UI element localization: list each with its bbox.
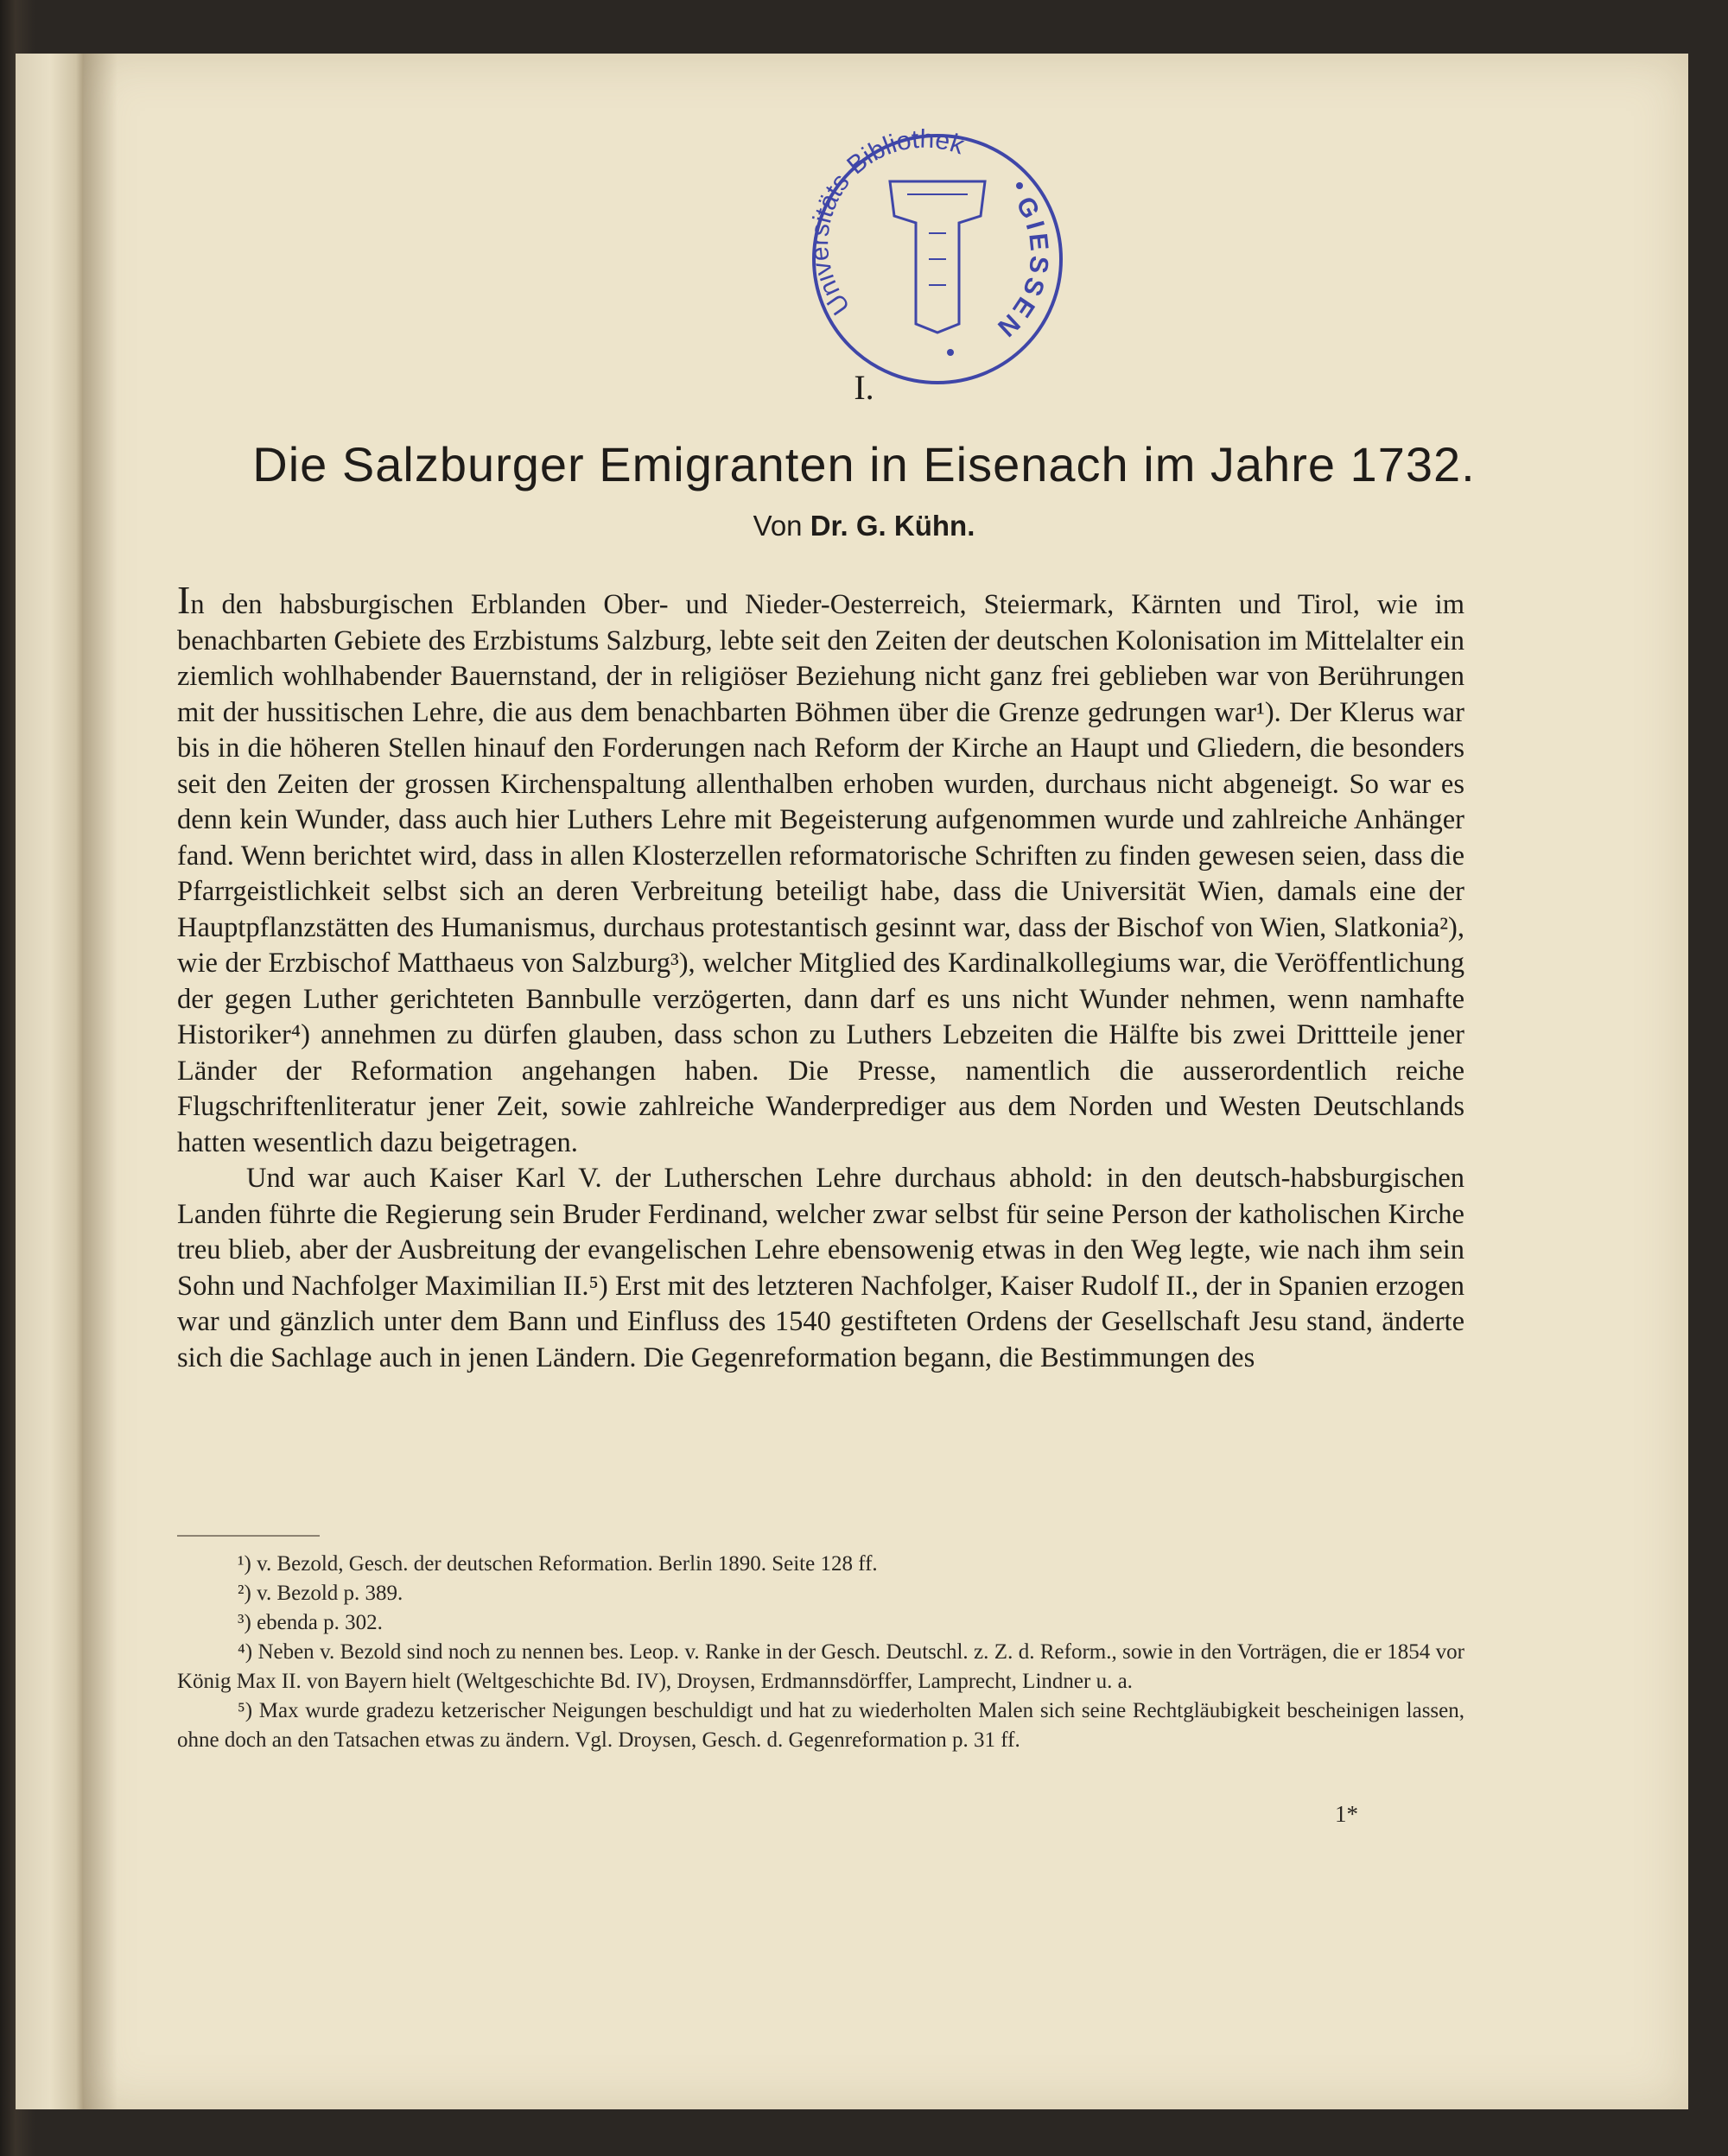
stamp-arc-text: Universitäts-Bibliothek	[805, 124, 968, 320]
chapter-number: I.	[854, 368, 874, 407]
stamp-emblem-icon	[890, 181, 985, 333]
paragraph: Und war auch Kaiser Karl V. der Lutherschen Lehre durchaus abhold: in den deutsch-habsburgischen Landen führte die Regierung sein Bruder Ferdinand, welcher zwar selbst für seine Person der katholischen Kirche treu blieb, aber der Ausbreitung der evangelischen Lehre ebensowenig etwas in den Weg legte, wie nach ihm sein Sohn und Nachfolger Maximilian II.⁵) Erst mit des letzteren Nachfolger, Kaiser Rudolf II., der in Spanien erzogen war und gänzlich unter dem Bann und Einfluss des 1540 gestifteten Ordens der Gesellschaft Jesu stand, änderte sich die Sachlage auch in jenen Ländern. Die Gegenreformation begann, die Bestimmungen des	[177, 1163, 1464, 1373]
body-text	[177, 578, 1464, 1376]
footnote: ³) ebenda p. 302.	[238, 1611, 383, 1634]
stamp-dot	[1016, 182, 1023, 189]
footnote: ⁴) Neben v. Bezold sind noch zu nennen bes. Leop. v. Ranke in der Gesch. Deutschl. z. Z. d. Reform., sowie in den Vorträgen, die er 1854 vor König Max II. von Bayern hielt (Weltgeschichte Bd. IV), Droysen, Erdmannsdörffer, Lamprecht, Lindner u. a.	[177, 1640, 1464, 1693]
footnote: ²) v. Bezold p. 389.	[238, 1582, 403, 1605]
footnote-divider	[177, 1535, 320, 1537]
footnotes	[177, 1550, 1464, 1755]
stamp-dot	[947, 349, 954, 356]
footnote: ⁵) Max wurde gradezu ketzerischer Neigungen beschuldigt und hat zu wiederholten Malen sich seine Rechtgläubigkeit bescheinigen lassen, ohne doch an den Tatsachen etwas zu ändern. Vgl. Droysen, Gesch. d. Gegenreformation p. 31 ff.	[177, 1699, 1464, 1752]
byline-prefix: Von	[753, 510, 803, 542]
facing-page-edge	[16, 54, 85, 2109]
byline	[0, 510, 1728, 542]
library-stamp	[799, 121, 1076, 397]
gutter-shadow	[83, 54, 118, 2109]
stamp-city-text: GIESSEN	[989, 192, 1054, 345]
footnote: ¹) v. Bezold, Gesch. der deutschen Reformation. Berlin 1890. Seite 128 ff.	[238, 1552, 878, 1576]
paragraph: In den habsburgischen Erblanden Ober- und Nieder-Oesterreich, Steiermark, Kärnten und Tirol, wie im benachbarten Gebiete des Erzbistums Salzburg, lebte seit den Zeiten der deutschen Kolonisation im Mittelalter ein ziemlich wohlhabender Bauernstand, der in religiöser Beziehung nicht ganz frei geblieben war von Berührungen mit der hussitischen Lehre, die aus dem benachbarten Böhmen über die Grenze gedrungen war¹). Der Klerus war bis in die höheren Stellen hinauf den Forderungen nach Reform der Kirche an Haupt und Gliedern, die besonders seit den Zeiten der grossen Kirchenspaltung allenthalben erhoben wurden, durchaus nicht abgeneigt. So war es denn kein Wunder, dass auch hier Luthers Lehre mit Begeisterung aufgenommen wurde und zahlreiche Anhänger fand. Wenn berichtet wird, dass in allen Klosterzellen reformatorische Schriften zu finden gewesen seien, dass die Pfarrgeistlichkeit selbst sich an deren Verbreitung beteiligt habe, dass die Universität Wien, damals eine der Hauptpflanzstätten des Humanismus, durchaus protestantisch gesinnt war, dass der Bischof von Wien, Slatkonia²), wie der Erzbischof Matthaeus von Salzburg³), welcher Mitglied des Kardinalkollegiums war, die Veröffentlichung der gegen Luther gerichteten Bannbulle verzögerten, dann darf es uns nicht Wunder nehmen, wenn namhafte Historiker⁴) annehmen zu dürfen glauben, dass schon zu Luthers Lebzeiten die Hälfte bis zwei Drittteile jener Länder der Reformation angehangen haben. Die Presse, namentlich die ausserordentlich reiche Flugschriftenliteratur jener Zeit, sowie zahlreiche Wanderprediger aus dem Norden und Westen Deutschlands hatten wesentlich dazu beigetragen.	[177, 578, 1464, 1158]
page-number: 1*	[1335, 1801, 1358, 1827]
byline-author: Dr. G. Kühn.	[810, 510, 975, 542]
article-title: Die Salzburger Emigranten in Eisenach im Jahre 1732.	[252, 437, 1476, 491]
